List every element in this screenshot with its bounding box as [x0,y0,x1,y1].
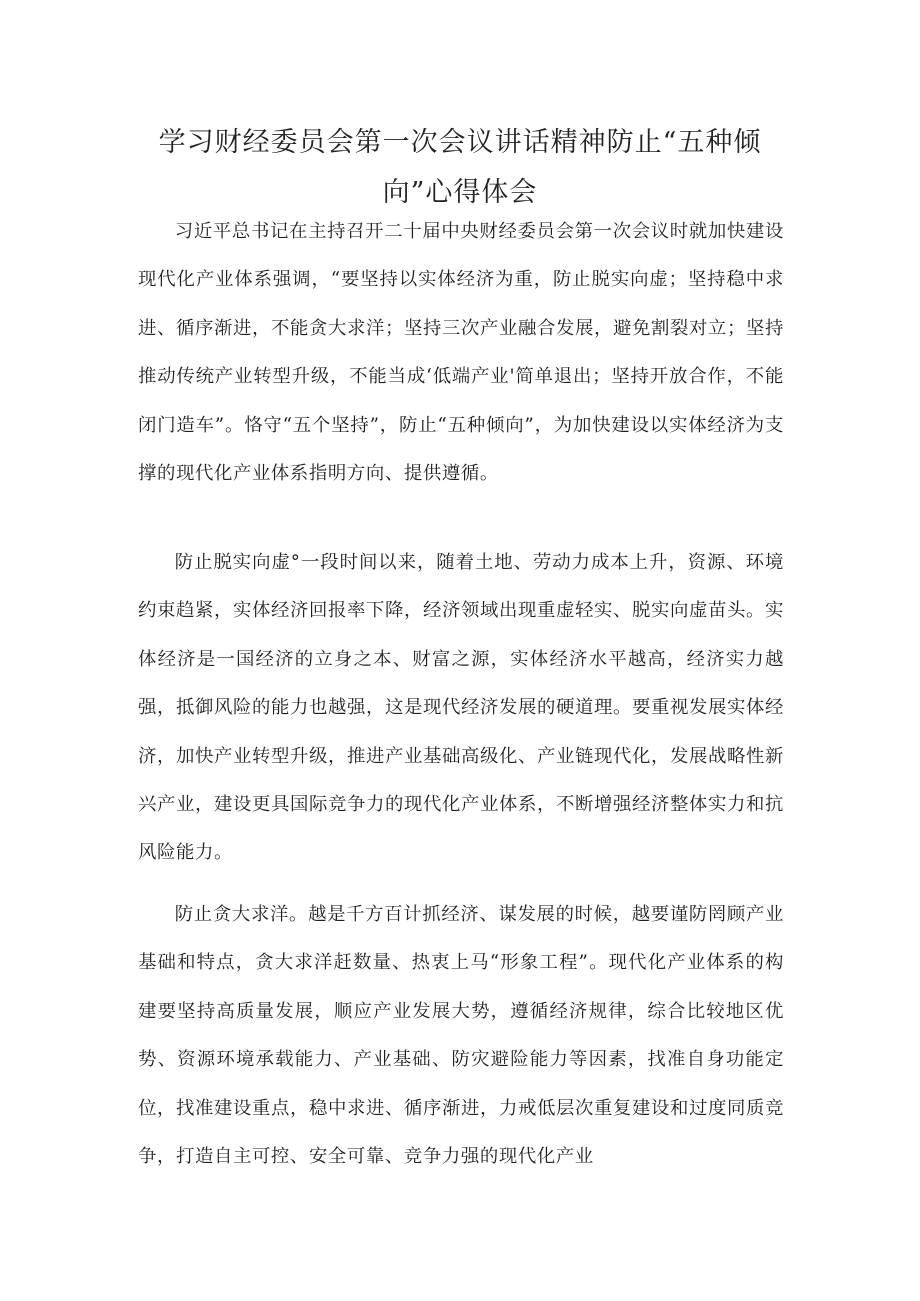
document-title: 学习财经委员会第一次会议讲话精神防止“五种倾向”心得体会 [158,127,762,208]
paragraph-intro: 习近平总书记在主持召开二十届中央财经委员会第一次会议时就加快建设现代化产业体系强调，“要坚持以实体经济为重，防止脱实向虚；坚持稳中求进、循序渐进，不能贪大求洋；坚持三次产业融合发展，避免割裂对立；坚持推动传统产业转型升级，不能当成‘低端产业'简单退出；坚持开放合作，不能闭门造车”。恪守“五个坚持”，防止“五种倾向”，为加快建设以实体经济为支撑的现代化产业体系指明方向、提供遵循。 [138,221,784,485]
paragraph-prevent-virtual-economy: 防止脱实向虚°一段时间以来，随着土地、劳动力成本上升，资源、环境约束趋紧，实体经济回报率下降，经济领域出现重虚轻实、脱实向虚苗头。实体经济是一国经济的立身之本、财富之源，实体经济水平越高，经济实力越强，抵御风险的能力也越强，这是现代经济发展的硬道理。要重视发展实体经济，加快产业转型升级，推进产业基础高级化、产业链现代化，发展战略性新兴产业，建设更具国际竞争力的现代化产业体系，不断增强经济整体实力和抗风险能力。 [138,552,784,864]
paragraph-prevent-grandiose-foreign: 防止贪大求洋。越是千方百计抓经济、谋发展的时候，越要谨防罔顾产业基础和特点，贪大求洋赶数量、热衷上马“形象工程”。现代化产业体系的构建要坚持高质量发展，顺应产业发展大势，遵循经济规律，综合比较地区优势、资源环境承载能力、产业基础、防灾避险能力等因素，找准自身功能定位，找准建设重点，稳中求进、循序渐进，力戒低层次重复建设和过度同质竞争，打造自主可控、安全可靠、竞争力强的现代化产业 [138,904,784,1168]
